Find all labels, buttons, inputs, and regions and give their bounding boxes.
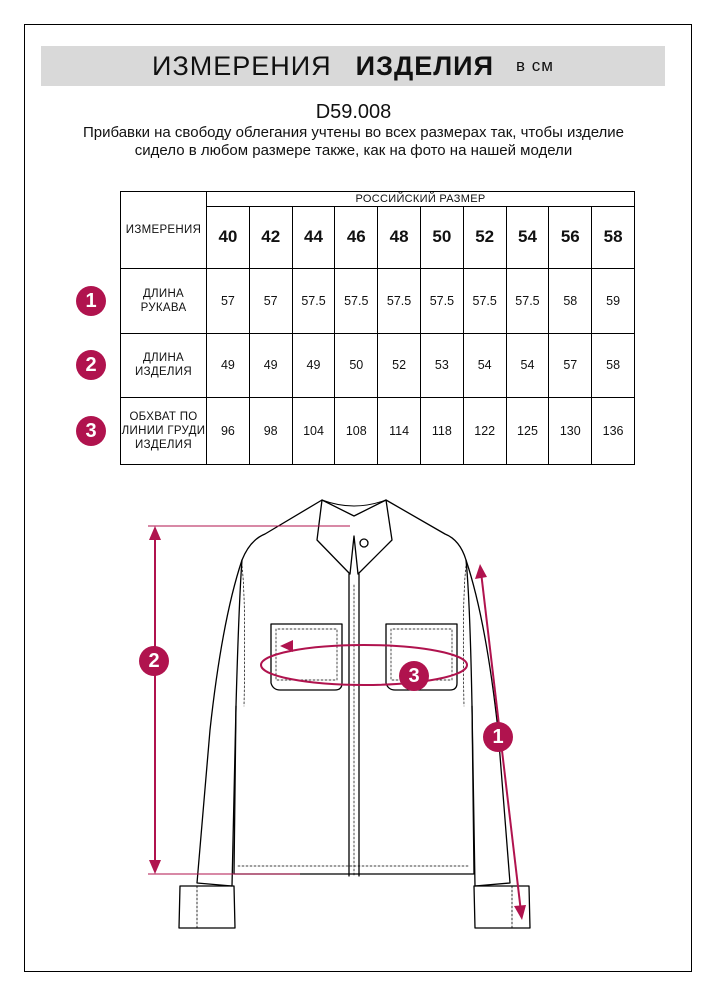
- size-header-cell: 58: [592, 207, 635, 269]
- table-cell: 53: [420, 333, 463, 398]
- header-title-light: ИЗМЕРЕНИЯ: [152, 50, 332, 81]
- table-cell: 114: [378, 398, 421, 465]
- diagram-badge-sleeve: 1: [483, 722, 513, 752]
- table-cell: 50: [335, 333, 378, 398]
- fit-note: Прибавки на свободу облегания учтены во всех размерах так, чтобы изделие сидело в любом размере также, как на фото на нашей модели: [82, 124, 625, 159]
- table-cell: 57.5: [506, 268, 549, 333]
- left-sleeve: [197, 560, 242, 886]
- table-cell: 58: [592, 333, 635, 398]
- size-header-cell: 42: [249, 207, 292, 269]
- table-cell: 118: [420, 398, 463, 465]
- table-cell: 57: [207, 268, 250, 333]
- header-title-bold: ИЗДЕЛИЯ: [355, 50, 494, 81]
- table-cell: 49: [292, 333, 335, 398]
- header-unit: в см: [516, 56, 554, 75]
- table-cell: 49: [207, 333, 250, 398]
- table-cell: 57: [549, 333, 592, 398]
- table-cell: 122: [463, 398, 506, 465]
- table-cell: 49: [249, 333, 292, 398]
- corner-label: ИЗМЕРЕНИЯ: [121, 192, 207, 269]
- table-cell: 54: [463, 333, 506, 398]
- left-cuff: [179, 886, 235, 928]
- row-label: ДЛИНА ИЗДЕЛИЯ: [121, 333, 207, 398]
- size-header-cell: 48: [378, 207, 421, 269]
- table-cell: 52: [378, 333, 421, 398]
- size-header-cell: 52: [463, 207, 506, 269]
- article-code: D59.008: [315, 101, 392, 123]
- row-label: ОБХВАТ ПО ЛИНИИ ГРУДИ ИЗДЕЛИЯ: [121, 398, 207, 465]
- table-cell: 57.5: [292, 268, 335, 333]
- table-cell: 57.5: [420, 268, 463, 333]
- diagram-badge-chest: 3: [399, 661, 429, 691]
- table-cell: 58: [549, 268, 592, 333]
- table-cell: 98: [249, 398, 292, 465]
- table-cell: 59: [592, 268, 635, 333]
- diagram-badge-length: 2: [139, 646, 169, 676]
- size-header-cell: 44: [292, 207, 335, 269]
- table-cell: 57.5: [463, 268, 506, 333]
- size-group-label: РОССИЙСКИЙ РАЗМЕР: [207, 192, 635, 207]
- size-header-cell: 46: [335, 207, 378, 269]
- table-cell: 57: [249, 268, 292, 333]
- table-cell: 54: [506, 333, 549, 398]
- row-badge: 3: [76, 416, 106, 446]
- row-badge: 2: [76, 350, 106, 380]
- row-label: ДЛИНА РУКАВА: [121, 268, 207, 333]
- table-cell: 57.5: [335, 268, 378, 333]
- table-cell: 96: [207, 398, 250, 465]
- table-cell: 57.5: [378, 268, 421, 333]
- collar-button: [360, 539, 368, 547]
- size-header-cell: 54: [506, 207, 549, 269]
- size-header-cell: 56: [549, 207, 592, 269]
- table-cell: 136: [592, 398, 635, 465]
- table-cell: 108: [335, 398, 378, 465]
- table-cell: 125: [506, 398, 549, 465]
- size-header-cell: 40: [207, 207, 250, 269]
- collar: [317, 500, 392, 574]
- size-header-cell: 50: [420, 207, 463, 269]
- table-cell: 130: [549, 398, 592, 465]
- table-cell: 104: [292, 398, 335, 465]
- row-badge: 1: [76, 286, 106, 316]
